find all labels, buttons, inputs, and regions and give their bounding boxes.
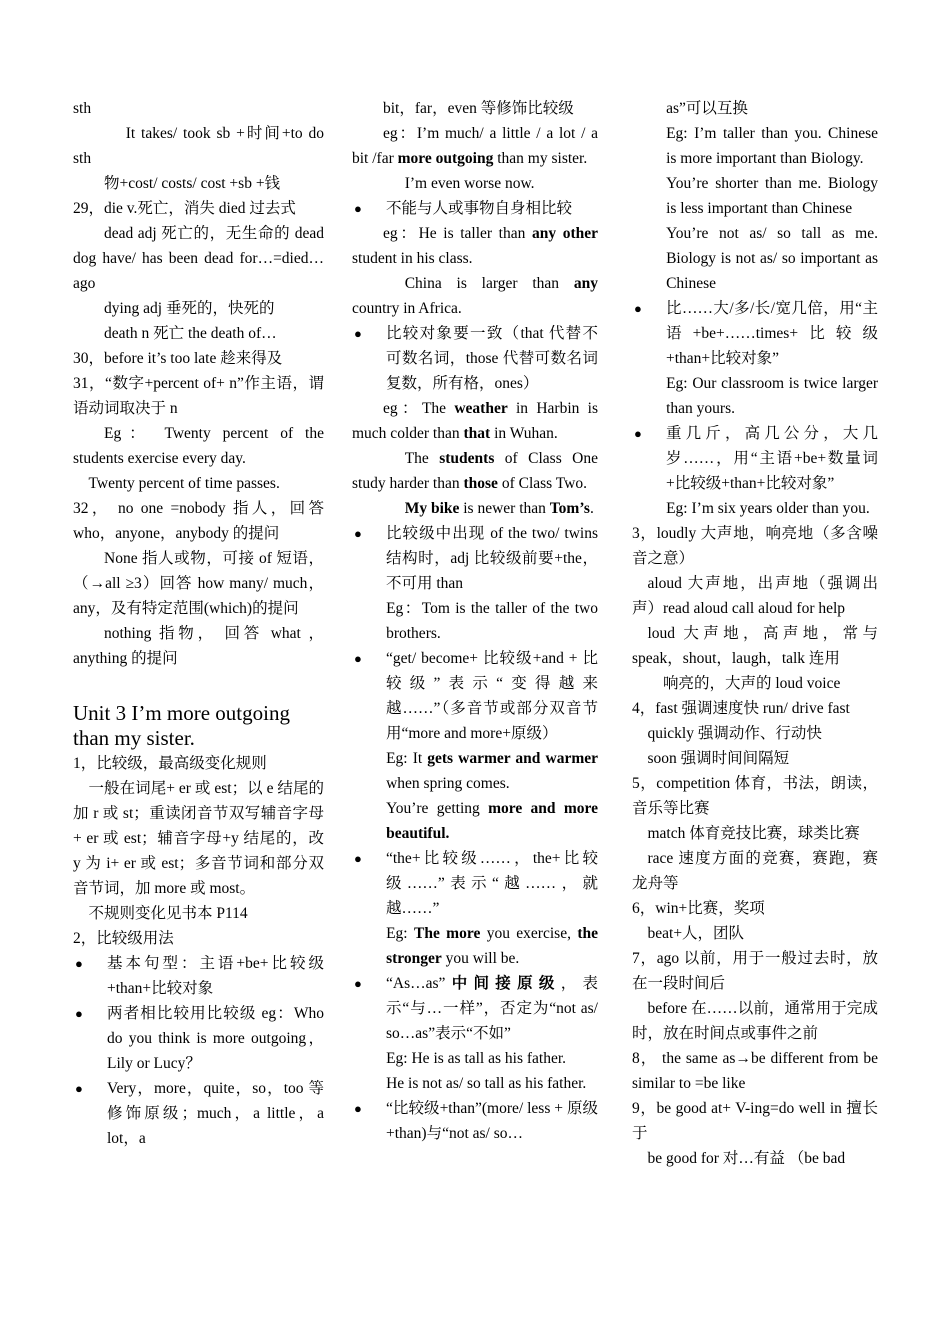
- bold-text: Tom’s: [549, 500, 590, 517]
- bullet-text: 比较级中出现 of the two/ twins 结构时，adj 比较级前要+the，不可用 than: [386, 525, 598, 592]
- text-paragraph: death n 死亡 the death of…: [104, 325, 277, 342]
- text-paragraph: You’re getting more and more beautiful.: [386, 800, 598, 842]
- text-paragraph: eg：The weather in Harbin is much colder than that in Wuhan.: [352, 400, 599, 442]
- text-paragraph: 一般在词尾+ er 或 est；以 e 结尾的加 r 或 st；重读闭音节双写辅音字母+ er 或 est；辅音字母+y 结尾的，改 y 为 i+ er 或 est；多音节词和部分双音节词，加 more 或 most。: [73, 780, 324, 897]
- bullet-item: [632, 296, 878, 371]
- bold-text: gets warmer and warmer: [427, 750, 598, 767]
- bullet-item: [352, 521, 598, 596]
- bullet-icon: ●: [634, 301, 642, 316]
- text-paragraph: loud 大声地，高声地，常与 speak，shout，laugh，talk 连用: [632, 625, 878, 667]
- bold-text: students: [439, 450, 495, 467]
- bullet-text: 基本句型：主语+be+比较级+than+比较对象: [107, 955, 324, 997]
- text-paragraph: 9，be good at+ V-ing=do well in 擅长于: [632, 1100, 878, 1142]
- bullet-item: [73, 1001, 324, 1076]
- text-paragraph: 32， no one =nobody 指人，回答 who，anyone，anybody 的提问: [73, 500, 324, 542]
- bullet-text: 两者相比较用比较级 eg：Who do you think is more outgoing，Lily or Lucy？: [107, 1005, 324, 1072]
- text-paragraph: 8， the same as→be different from be similar to =be like: [632, 1050, 878, 1092]
- text-paragraph: eg：I’m much/ a little / a lot / a bit /far more outgoing than my sister.: [352, 125, 598, 167]
- text-paragraph: 1，比较级，最高级变化规则: [73, 755, 267, 772]
- text-paragraph: aloud 大声地，出声地（强调出声）read aloud call aloud for help: [632, 575, 878, 617]
- bold-text: more outgoing: [397, 150, 494, 167]
- text-paragraph: 29，die v.死亡，消失 died 过去式: [73, 200, 296, 217]
- bullet-item: [352, 846, 598, 921]
- text-paragraph: 31，“数字+percent of+ n”作主语，谓语动词取决于 n: [73, 375, 324, 417]
- text-paragraph: nothing 指物， 回答 what ，anything 的提问: [73, 625, 324, 667]
- column-left: [73, 96, 324, 1151]
- text-paragraph: 3，loudly 大声地，响亮地（多含噪音之意）: [632, 525, 878, 567]
- bold-text: The more: [413, 925, 481, 942]
- text-paragraph: My bike is newer than Tom’s.: [404, 500, 594, 517]
- bold-text: 中间接原级: [445, 975, 561, 992]
- bullet-icon: ●: [354, 651, 362, 666]
- text-paragraph: You’re not as/ so tall as me. Biology is not as/ so important as Chinese: [666, 225, 878, 292]
- text-paragraph: It takes/ took sb +时间+to do sth: [73, 125, 324, 167]
- bold-text: those: [463, 475, 498, 492]
- bullet-icon: ●: [75, 956, 83, 971]
- bullet-item: [73, 951, 324, 1001]
- bullet-text: 比较对象要一致（that 代替不可数名词，those 代替可数名词复数，所有格，ones）: [386, 325, 598, 392]
- text-paragraph: 5，competition 体育，书法，朗读，音乐等比赛: [632, 775, 878, 817]
- text-paragraph: The students of Class One study harder than those of Class Two.: [352, 450, 598, 492]
- bold-text: weather: [454, 400, 508, 417]
- text-paragraph: You’re shorter than me. Biology is less important than Chinese: [666, 175, 878, 217]
- text-paragraph: race 速度方面的竞赛，赛跑，赛龙舟等: [632, 850, 878, 892]
- bullet-text: 比……大/多/长/宽几倍，用“主语+be+……times+比较级+than+比较对象”: [666, 300, 878, 367]
- text-paragraph: bit，far，even 等修饰比较级: [383, 100, 574, 117]
- bullet-icon: ●: [75, 1081, 83, 1096]
- text-paragraph: eg：He is taller than any other student in his class.: [352, 225, 598, 267]
- text-paragraph: I’m even worse now.: [404, 175, 535, 192]
- bullet-text: Very，more，quite，so，too 等修饰原级；much，a little，a lot，a: [107, 1080, 324, 1147]
- text-paragraph: Eg: It gets warmer and warmer when spring comes.: [386, 750, 598, 792]
- bullet-icon: ●: [354, 526, 362, 541]
- bold-text: more and more beautiful.: [386, 800, 598, 842]
- text-paragraph: Twenty percent of time passes.: [88, 475, 280, 492]
- text-paragraph: 4，fast 强调速度快 run/ drive fast: [632, 700, 850, 717]
- bullet-item: [352, 1096, 598, 1146]
- bullet-text: 重几斤，高几公分，大几岁……，用“主语+be+数量词+比较级+than+比较对象”: [666, 425, 878, 492]
- text-paragraph: 2，比较级用法: [73, 930, 174, 947]
- column-right: [632, 96, 878, 1171]
- bullet-item: [352, 321, 598, 396]
- text-paragraph: as”可以互换: [666, 100, 748, 117]
- bullet-icon: ●: [354, 1101, 362, 1116]
- text-paragraph: before 在……以前，通常用于完成时，放在时间点或事件之前: [632, 1000, 878, 1042]
- text-paragraph: China is larger than any country in Africa.: [352, 275, 598, 317]
- text-paragraph: 不规则变化见书本 P114: [88, 905, 248, 922]
- text-paragraph: 6，win+比赛，奖项: [632, 900, 765, 917]
- text-paragraph: None 指人或物，可接 of 短语，（→all ≥3）回答 how many/ much，any，及有特定范围(which)的提问: [73, 550, 324, 617]
- text-paragraph: match 体育竞技比赛，球类比赛: [647, 825, 860, 842]
- text-paragraph: beat+人，团队: [647, 925, 745, 942]
- text-paragraph: Eg: Our classroom is twice larger than yours.: [666, 375, 878, 417]
- text-paragraph: be good for 对…有益 （be bad: [647, 1150, 846, 1167]
- bullet-text: “比较级+than”(more/ less + 原级+than)与“not as/ so…: [386, 1100, 598, 1142]
- bullet-text: “get/ become+ 比较级+and + 比较级”表示“变得越来越……”（多音节或部分双音节用“more and more+原级）: [386, 650, 598, 742]
- bullet-item: [632, 421, 878, 496]
- bullet-text: “the+比较级……，the+比较级……”表示“越……，就越……”: [386, 850, 598, 917]
- text-paragraph: Eg：Tom is the taller of the two brothers.: [386, 600, 598, 642]
- text-paragraph: Eg: I’m six years older than you.: [666, 500, 870, 517]
- bullet-item: [352, 646, 598, 746]
- bullet-icon: ●: [354, 326, 362, 341]
- bullet-icon: ●: [354, 976, 362, 991]
- text-paragraph: He is not as/ so tall as his father.: [386, 1075, 587, 1092]
- bullet-text: “As…as”中间接原级，表示“与…一样”，否定为“not as/ so…as”表示“不如”: [386, 975, 598, 1042]
- text-paragraph: dying adj 垂死的，快死的: [104, 300, 275, 317]
- bullet-item: [352, 196, 598, 221]
- bullet-item: [352, 971, 598, 1046]
- text-paragraph: sth: [73, 100, 92, 117]
- text-paragraph: Eg: The more you exercise, the stronger you will be.: [386, 925, 598, 967]
- bold-text: any other: [531, 225, 598, 242]
- bullet-text: 不能与人或事物自身相比较: [386, 200, 573, 217]
- text-paragraph: Eg： Twenty percent of the students exercise every day.: [73, 425, 324, 467]
- bullet-icon: ●: [75, 1006, 83, 1021]
- text-paragraph: soon 强调时间间隔短: [647, 750, 790, 767]
- text-paragraph: 响亮的，大声的 loud voice: [663, 675, 841, 692]
- column-middle: [352, 96, 598, 1146]
- bullet-icon: ●: [354, 201, 362, 216]
- text-paragraph: dead adj 死亡的，无生命的 dead dog have/ has been dead for…=died…ago: [73, 225, 324, 292]
- text-paragraph: 30，before it’s too late 趁来得及: [73, 350, 283, 367]
- text-paragraph: 物+cost/ costs/ cost +sb +钱: [104, 175, 281, 192]
- bullet-icon: ●: [634, 426, 642, 441]
- text-paragraph: Eg: I’m taller than you. Chinese is more important than Biology.: [666, 125, 878, 167]
- text-paragraph: 7，ago 以前，用于一般过去时，放在一段时间后: [632, 950, 878, 992]
- unit-heading: Unit 3 I’m more outgoing than my sister.: [73, 701, 290, 750]
- text-paragraph: quickly 强调动作、行动快: [647, 725, 822, 742]
- bold-text: that: [463, 425, 491, 442]
- text-paragraph: Eg: He is as tall as his father.: [386, 1050, 567, 1067]
- bullet-icon: ●: [354, 851, 362, 866]
- bold-text: My bike: [404, 500, 460, 517]
- bold-text: any: [573, 275, 598, 292]
- bullet-item: [73, 1076, 324, 1151]
- bold-text: the stronger: [386, 925, 598, 967]
